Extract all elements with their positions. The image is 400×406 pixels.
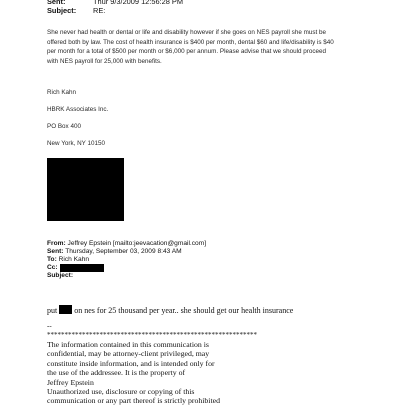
- sent-label: Sent:: [47, 0, 66, 6]
- redaction-block: [47, 158, 124, 221]
- signature-company: HBRK Associates Inc.: [47, 106, 109, 113]
- message-prefix: put: [47, 306, 58, 315]
- confidentiality-notice: [47, 340, 220, 406]
- notice-line: the use of the addressee. It is the property of: [47, 368, 186, 378]
- sent-value: Thur 9/3/2009 12:56:28 PM: [93, 0, 183, 6]
- reply-line: per month for a total of $500 per month or $6,000 per annum. Please advise that we should proceed: [47, 48, 326, 56]
- orig-subject-label: Subject:: [47, 272, 74, 279]
- footer-dashes: --: [47, 322, 52, 330]
- reply-body: [47, 28, 334, 66]
- from-value: Jeffrey Epstein [mailto:jeevacation@gmail.com]: [67, 240, 207, 247]
- from-label: From:: [47, 240, 66, 247]
- reply-line: She never had health or dental or life and disability however if she goes on NES payroll she must be: [47, 29, 326, 36]
- notice-line: The information contained in this communication is: [47, 340, 209, 349]
- subject-value: RE:: [93, 6, 106, 15]
- to-value: Rich Kahn: [58, 256, 90, 263]
- orig-sent-value: Thursday, September 03, 2009 8:43 AM: [65, 248, 182, 255]
- signature-name: Rich Kahn: [47, 89, 77, 96]
- signature-address2: New York, NY 10150: [47, 140, 105, 147]
- original-message: [47, 305, 293, 315]
- notice-line: communication or any part thereof is strictly prohibited: [47, 396, 221, 406]
- signature-address1: PO Box 400: [47, 123, 81, 130]
- orig-sent-row: [47, 248, 182, 255]
- reply-line: offered both by law. The cost of health insurance is $400 per month, dental $60 and life/disability is $40: [47, 38, 334, 46]
- to-row: [47, 256, 89, 263]
- orig-sent-label: Sent:: [47, 248, 64, 255]
- cc-redaction: [60, 264, 104, 272]
- notice-line: Unauthorized use, disclosure or copying of this: [47, 387, 195, 397]
- notice-line: constitute inside information, and is intended only for: [47, 358, 215, 368]
- orig-subject-row: [47, 272, 73, 279]
- to-label: To:: [47, 256, 57, 263]
- notice-line: Jeffrey Epstein: [47, 377, 94, 387]
- message-suffix: on nes for 25 thousand per year.. she should get our health insurance: [74, 306, 294, 315]
- subject-row: [47, 6, 105, 15]
- notice-line: confidential, may be attorney-client privileged, may: [47, 349, 210, 359]
- subject-label: Subject:: [47, 6, 77, 15]
- cc-row: [47, 264, 58, 271]
- cc-label: Cc:: [47, 264, 58, 271]
- footer-stars: ************************************************************: [47, 331, 257, 339]
- inline-redaction: [59, 305, 72, 314]
- reply-line: with NES payroll for 25,000 with benefits.: [47, 57, 162, 65]
- from-row: [47, 240, 206, 247]
